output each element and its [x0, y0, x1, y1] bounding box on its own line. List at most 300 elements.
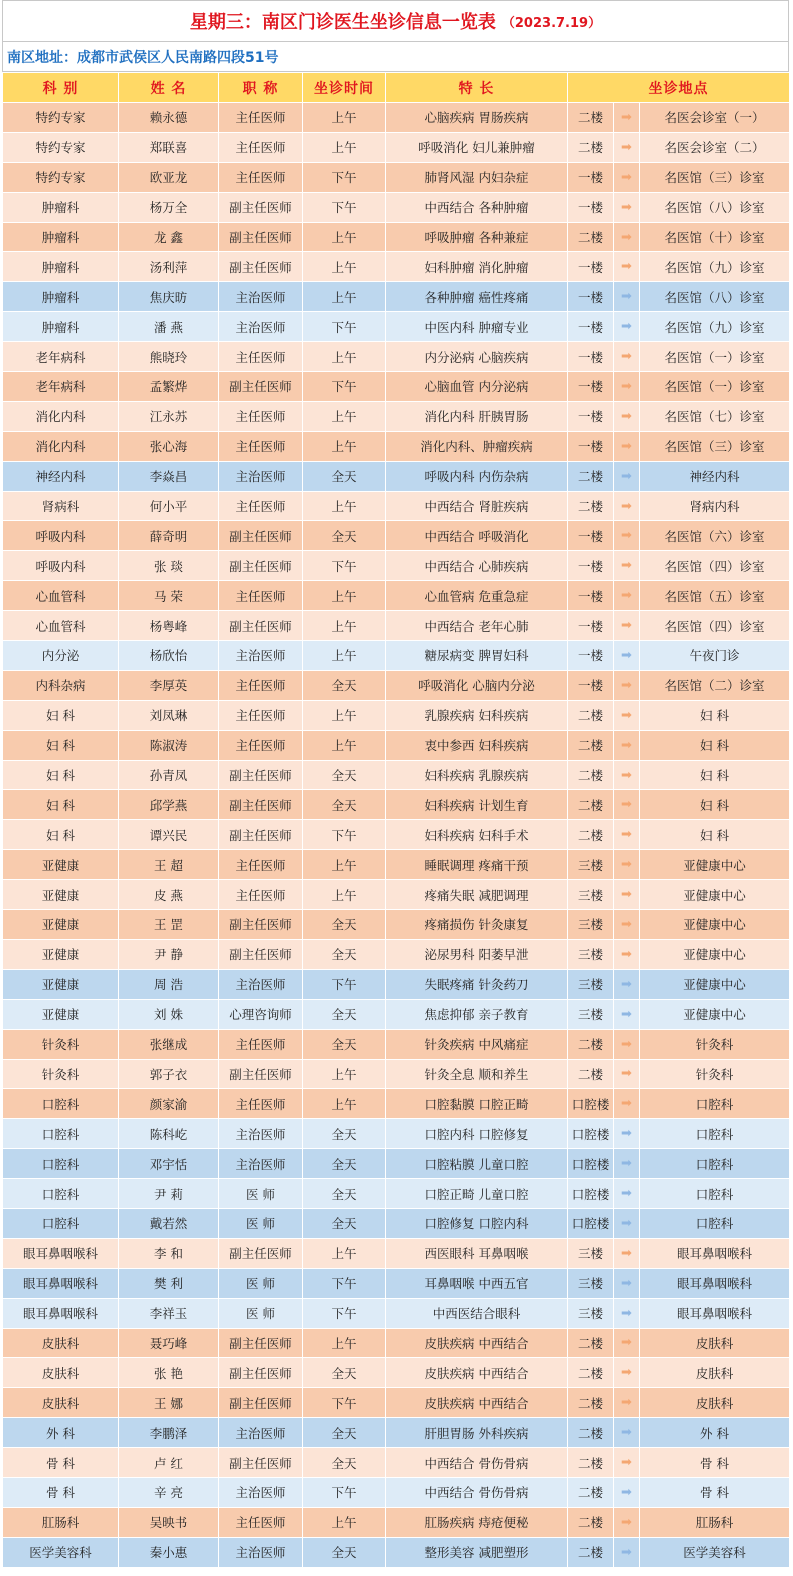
cell-title: 主任医师: [219, 581, 303, 611]
cell-room: 口腔科: [640, 1089, 790, 1119]
cell-room: 亚健康中心: [640, 969, 790, 999]
table-row: [3, 1537, 790, 1567]
cell-specialty: 乳腺疾病 妇科疾病: [386, 700, 568, 730]
cell-name: 刘 姝: [119, 999, 219, 1029]
cell-room: 妇 科: [640, 700, 790, 730]
table-row: [3, 910, 790, 940]
table-row: [3, 1238, 790, 1268]
cell-time: 全天: [303, 999, 386, 1029]
cell-dept: 妇 科: [3, 820, 119, 850]
cell-title: 主治医师: [219, 969, 303, 999]
cell-title: 主治医师: [219, 1418, 303, 1448]
cell-name: 孙青凤: [119, 760, 219, 790]
cell-title: 副主任医师: [219, 1238, 303, 1268]
cell-specialty: 妇科疾病 计划生育: [386, 790, 568, 820]
cell-time: 全天: [303, 1537, 386, 1567]
cell-room: 口腔科: [640, 1149, 790, 1179]
cell-time: 全天: [303, 1208, 386, 1238]
cell-floor: 一楼: [568, 252, 614, 282]
cell-specialty: 衷中参西 妇科疾病: [386, 730, 568, 760]
cell-specialty: 呼吸消化 妇儿兼肿瘤: [386, 132, 568, 162]
page-date: （2023.7.19）: [501, 15, 602, 31]
arrow-icon: ➡: [614, 491, 640, 521]
cell-title: 副主任医师: [219, 820, 303, 850]
table-row: [3, 521, 790, 551]
cell-title: 副主任医师: [219, 1448, 303, 1478]
arrow-icon: ➡: [614, 820, 640, 850]
cell-specialty: 失眠疼痛 针灸药刀: [386, 969, 568, 999]
column-header-location: 坐诊地点: [568, 73, 790, 103]
cell-dept: 皮肤科: [3, 1328, 119, 1358]
cell-time: 全天: [303, 1029, 386, 1059]
cell-specialty: 中西结合 呼吸消化: [386, 521, 568, 551]
arrow-icon: ➡: [614, 461, 640, 491]
cell-time: 上午: [303, 1238, 386, 1268]
cell-floor: 二楼: [568, 1029, 614, 1059]
arrow-icon: ➡: [614, 1208, 640, 1238]
arrow-icon: ➡: [614, 760, 640, 790]
cell-name: 汤利萍: [119, 252, 219, 282]
cell-name: 刘凤琳: [119, 700, 219, 730]
cell-room: 名医馆（八）诊室: [640, 192, 790, 222]
cell-room: 医学美容科: [640, 1537, 790, 1567]
cell-floor: 一楼: [568, 611, 614, 641]
cell-dept: 心血管科: [3, 581, 119, 611]
cell-dept: 口腔科: [3, 1179, 119, 1209]
cell-specialty: 中西医结合眼科: [386, 1298, 568, 1328]
cell-title: 副主任医师: [219, 252, 303, 282]
table-row: [3, 491, 790, 521]
cell-title: 医 师: [219, 1298, 303, 1328]
cell-time: 全天: [303, 461, 386, 491]
cell-floor: 二楼: [568, 760, 614, 790]
cell-floor: 二楼: [568, 1477, 614, 1507]
cell-room: 眼耳鼻咽喉科: [640, 1238, 790, 1268]
cell-room: 眼耳鼻咽喉科: [640, 1298, 790, 1328]
cell-time: 全天: [303, 1418, 386, 1448]
cell-floor: 口腔楼: [568, 1179, 614, 1209]
cell-floor: 三楼: [568, 880, 614, 910]
cell-dept: 老年病科: [3, 342, 119, 372]
cell-dept: 肿瘤科: [3, 222, 119, 252]
cell-specialty: 针灸疾病 中风痛症: [386, 1029, 568, 1059]
cell-specialty: 西医眼科 耳鼻咽喉: [386, 1238, 568, 1268]
cell-room: 名医馆（八）诊室: [640, 282, 790, 312]
cell-name: 李 和: [119, 1238, 219, 1268]
cell-room: 妇 科: [640, 820, 790, 850]
cell-title: 副主任医师: [219, 222, 303, 252]
cell-name: 樊 利: [119, 1268, 219, 1298]
arrow-icon: ➡: [614, 132, 640, 162]
cell-name: 皮 燕: [119, 880, 219, 910]
cell-floor: 二楼: [568, 222, 614, 252]
cell-specialty: 肝胆胃肠 外科疾病: [386, 1418, 568, 1448]
cell-time: 上午: [303, 342, 386, 372]
table-row: [3, 1507, 790, 1537]
address-label: 南区地址：: [7, 49, 77, 66]
table-row: [3, 103, 790, 133]
cell-specialty: 耳鼻咽喉 中西五官: [386, 1268, 568, 1298]
cell-time: 下午: [303, 969, 386, 999]
cell-room: 午夜门诊: [640, 641, 790, 671]
table-row: [3, 1448, 790, 1478]
cell-specialty: 口腔正畸 儿童口腔: [386, 1179, 568, 1209]
cell-title: 主治医师: [219, 1119, 303, 1149]
cell-time: 上午: [303, 1089, 386, 1119]
cell-title: 主任医师: [219, 342, 303, 372]
arrow-icon: ➡: [614, 1298, 640, 1328]
cell-title: 主治医师: [219, 1537, 303, 1567]
cell-time: 上午: [303, 611, 386, 641]
cell-dept: 内科杂病: [3, 670, 119, 700]
table-row: [3, 1059, 790, 1089]
arrow-icon: ➡: [614, 850, 640, 880]
cell-title: 副主任医师: [219, 551, 303, 581]
cell-floor: 三楼: [568, 1238, 614, 1268]
cell-title: 主任医师: [219, 431, 303, 461]
arrow-icon: ➡: [614, 1089, 640, 1119]
cell-dept: 特约专家: [3, 103, 119, 133]
cell-dept: 肾病科: [3, 491, 119, 521]
cell-dept: 妇 科: [3, 760, 119, 790]
cell-time: 下午: [303, 192, 386, 222]
cell-room: 名医会诊室（二）: [640, 132, 790, 162]
cell-time: 上午: [303, 1328, 386, 1358]
cell-room: 妇 科: [640, 790, 790, 820]
arrow-icon: ➡: [614, 730, 640, 760]
cell-room: 针灸科: [640, 1029, 790, 1059]
cell-dept: 亚健康: [3, 999, 119, 1029]
cell-floor: 二楼: [568, 1358, 614, 1388]
cell-floor: 二楼: [568, 461, 614, 491]
cell-room: 名医馆（六）诊室: [640, 521, 790, 551]
cell-time: 全天: [303, 939, 386, 969]
cell-floor: 三楼: [568, 969, 614, 999]
cell-dept: 消化内科: [3, 431, 119, 461]
cell-dept: 皮肤科: [3, 1388, 119, 1418]
cell-specialty: 妇科疾病 妇科手术: [386, 820, 568, 850]
cell-specialty: 皮肤疾病 中西结合: [386, 1358, 568, 1388]
cell-dept: 老年病科: [3, 372, 119, 402]
cell-specialty: 中西结合 各种肿瘤: [386, 192, 568, 222]
cell-dept: 呼吸内科: [3, 551, 119, 581]
cell-time: 上午: [303, 641, 386, 671]
table-row: [3, 969, 790, 999]
cell-name: 何小平: [119, 491, 219, 521]
cell-time: 全天: [303, 1119, 386, 1149]
table-row: [3, 342, 790, 372]
arrow-icon: ➡: [614, 939, 640, 969]
cell-specialty: 口腔粘膜 儿童口腔: [386, 1149, 568, 1179]
cell-time: 全天: [303, 1149, 386, 1179]
cell-room: 亚健康中心: [640, 850, 790, 880]
table-row: [3, 1179, 790, 1209]
cell-floor: 三楼: [568, 1268, 614, 1298]
cell-room: 神经内科: [640, 461, 790, 491]
column-header-dept: 科 别: [3, 73, 119, 103]
table-row: [3, 1477, 790, 1507]
cell-specialty: 心脑疾病 胃肠疾病: [386, 103, 568, 133]
cell-room: 名医馆（十）诊室: [640, 222, 790, 252]
cell-dept: 口腔科: [3, 1149, 119, 1179]
cell-time: 下午: [303, 820, 386, 850]
cell-name: 谭兴民: [119, 820, 219, 850]
table-row: [3, 222, 790, 252]
cell-floor: 三楼: [568, 850, 614, 880]
cell-floor: 一楼: [568, 401, 614, 431]
arrow-icon: ➡: [614, 880, 640, 910]
cell-floor: 二楼: [568, 700, 614, 730]
cell-time: 上午: [303, 730, 386, 760]
cell-room: 妇 科: [640, 730, 790, 760]
cell-title: 副主任医师: [219, 372, 303, 402]
cell-floor: 二楼: [568, 1448, 614, 1478]
cell-name: 马 荣: [119, 581, 219, 611]
arrow-icon: ➡: [614, 1477, 640, 1507]
cell-name: 邓宇恬: [119, 1149, 219, 1179]
cell-name: 孟繁烨: [119, 372, 219, 402]
cell-name: 王 娜: [119, 1388, 219, 1418]
arrow-icon: ➡: [614, 1059, 640, 1089]
cell-title: 医 师: [219, 1179, 303, 1209]
table-row: [3, 790, 790, 820]
cell-room: 口腔科: [640, 1208, 790, 1238]
cell-name: 秦小惠: [119, 1537, 219, 1567]
cell-dept: 肿瘤科: [3, 282, 119, 312]
cell-name: 尹 莉: [119, 1179, 219, 1209]
cell-time: 全天: [303, 670, 386, 700]
arrow-icon: ➡: [614, 192, 640, 222]
cell-time: 下午: [303, 372, 386, 402]
cell-dept: 亚健康: [3, 910, 119, 940]
cell-time: 上午: [303, 222, 386, 252]
cell-title: 主任医师: [219, 132, 303, 162]
cell-name: 焦庆昉: [119, 282, 219, 312]
table-row: [3, 820, 790, 850]
cell-dept: 肛肠科: [3, 1507, 119, 1537]
cell-name: 李焱昌: [119, 461, 219, 491]
cell-dept: 呼吸内科: [3, 521, 119, 551]
cell-name: 邱学燕: [119, 790, 219, 820]
cell-name: 熊晓玲: [119, 342, 219, 372]
cell-title: 主任医师: [219, 1507, 303, 1537]
cell-time: 上午: [303, 282, 386, 312]
cell-title: 主任医师: [219, 850, 303, 880]
cell-room: 名医馆（二）诊室: [640, 670, 790, 700]
cell-time: 上午: [303, 581, 386, 611]
cell-floor: 二楼: [568, 730, 614, 760]
cell-dept: 骨 科: [3, 1477, 119, 1507]
table-row: [3, 1149, 790, 1179]
cell-specialty: 消化内科 肝胰胃肠: [386, 401, 568, 431]
cell-name: 陈淑涛: [119, 730, 219, 760]
table-row: [3, 551, 790, 581]
schedule-table-body: [3, 103, 790, 1568]
cell-floor: 二楼: [568, 1328, 614, 1358]
cell-time: 下午: [303, 551, 386, 581]
cell-specialty: 妇科疾病 乳腺疾病: [386, 760, 568, 790]
cell-name: 杨欣怡: [119, 641, 219, 671]
cell-title: 主任医师: [219, 670, 303, 700]
cell-specialty: 中西结合 骨伤骨病: [386, 1477, 568, 1507]
arrow-icon: ➡: [614, 790, 640, 820]
cell-specialty: 中医内科 肿瘤专业: [386, 312, 568, 342]
cell-specialty: 口腔修复 口腔内科: [386, 1208, 568, 1238]
arrow-icon: ➡: [614, 1029, 640, 1059]
column-header-specialty: 特 长: [386, 73, 568, 103]
arrow-icon: ➡: [614, 222, 640, 252]
table-row: [3, 850, 790, 880]
cell-specialty: 消化内科、肿瘤疾病: [386, 431, 568, 461]
arrow-icon: ➡: [614, 1119, 640, 1149]
table-row: [3, 282, 790, 312]
cell-specialty: 呼吸消化 心脑内分泌: [386, 670, 568, 700]
address-value: 成都市武侯区人民南路四段51号: [77, 49, 279, 66]
cell-name: 潘 燕: [119, 312, 219, 342]
cell-name: 赖永德: [119, 103, 219, 133]
cell-time: 下午: [303, 1298, 386, 1328]
cell-title: 副主任医师: [219, 939, 303, 969]
cell-time: 上午: [303, 700, 386, 730]
cell-dept: 眼耳鼻咽喉科: [3, 1238, 119, 1268]
arrow-icon: ➡: [614, 1358, 640, 1388]
cell-dept: 口腔科: [3, 1208, 119, 1238]
cell-dept: 皮肤科: [3, 1358, 119, 1388]
cell-name: 龙 鑫: [119, 222, 219, 252]
cell-time: 下午: [303, 1477, 386, 1507]
arrow-icon: ➡: [614, 1268, 640, 1298]
cell-dept: 亚健康: [3, 880, 119, 910]
cell-room: 肛肠科: [640, 1507, 790, 1537]
cell-floor: 二楼: [568, 132, 614, 162]
table-row: [3, 1029, 790, 1059]
arrow-icon: ➡: [614, 1149, 640, 1179]
cell-name: 郭子衣: [119, 1059, 219, 1089]
cell-room: 名医会诊室（一）: [640, 103, 790, 133]
table-row: [3, 999, 790, 1029]
cell-floor: 二楼: [568, 1059, 614, 1089]
cell-time: 上午: [303, 401, 386, 431]
cell-name: 张 琰: [119, 551, 219, 581]
cell-specialty: 焦虑抑郁 亲子教育: [386, 999, 568, 1029]
cell-time: 上午: [303, 103, 386, 133]
arrow-icon: ➡: [614, 431, 640, 461]
cell-floor: 口腔楼: [568, 1149, 614, 1179]
table-row: [3, 611, 790, 641]
cell-title: 主任医师: [219, 700, 303, 730]
cell-dept: 妇 科: [3, 790, 119, 820]
arrow-icon: ➡: [614, 1328, 640, 1358]
arrow-icon: ➡: [614, 581, 640, 611]
cell-title: 心理咨询师: [219, 999, 303, 1029]
cell-title: 副主任医师: [219, 1328, 303, 1358]
table-row: [3, 461, 790, 491]
table-header-row: [3, 73, 790, 103]
cell-room: 亚健康中心: [640, 910, 790, 940]
cell-dept: 针灸科: [3, 1029, 119, 1059]
cell-room: 皮肤科: [640, 1388, 790, 1418]
cell-floor: 三楼: [568, 1298, 614, 1328]
cell-dept: 骨 科: [3, 1448, 119, 1478]
cell-title: 副主任医师: [219, 1059, 303, 1089]
cell-title: 主治医师: [219, 461, 303, 491]
cell-dept: 口腔科: [3, 1089, 119, 1119]
table-row: [3, 252, 790, 282]
table-row: [3, 670, 790, 700]
cell-floor: 一楼: [568, 372, 614, 402]
cell-specialty: 皮肤疾病 中西结合: [386, 1328, 568, 1358]
cell-name: 张继成: [119, 1029, 219, 1059]
cell-name: 张 艳: [119, 1358, 219, 1388]
cell-name: 王 超: [119, 850, 219, 880]
table-row: [3, 132, 790, 162]
cell-floor: 一楼: [568, 192, 614, 222]
cell-title: 主治医师: [219, 1149, 303, 1179]
cell-specialty: 肺肾风湿 内妇杂症: [386, 162, 568, 192]
table-row: [3, 401, 790, 431]
cell-room: 外 科: [640, 1418, 790, 1448]
arrow-icon: ➡: [614, 372, 640, 402]
arrow-icon: ➡: [614, 1507, 640, 1537]
column-header-title: 职 称: [219, 73, 303, 103]
table-row: [3, 1268, 790, 1298]
cell-room: 妇 科: [640, 760, 790, 790]
cell-dept: 眼耳鼻咽喉科: [3, 1268, 119, 1298]
arrow-icon: ➡: [614, 999, 640, 1029]
cell-name: 杨粤峰: [119, 611, 219, 641]
table-row: [3, 581, 790, 611]
cell-name: 薛奇明: [119, 521, 219, 551]
cell-floor: 一楼: [568, 670, 614, 700]
cell-room: 口腔科: [640, 1179, 790, 1209]
cell-title: 主任医师: [219, 1089, 303, 1119]
cell-name: 张心海: [119, 431, 219, 461]
cell-room: 皮肤科: [640, 1358, 790, 1388]
arrow-icon: ➡: [614, 1448, 640, 1478]
cell-room: 口腔科: [640, 1119, 790, 1149]
table-row: [3, 1119, 790, 1149]
cell-specialty: 妇科肿瘤 消化肿瘤: [386, 252, 568, 282]
cell-dept: 特约专家: [3, 132, 119, 162]
cell-dept: 内分泌: [3, 641, 119, 671]
cell-specialty: 心血管病 危重急症: [386, 581, 568, 611]
cell-floor: 二楼: [568, 1388, 614, 1418]
cell-floor: 三楼: [568, 939, 614, 969]
arrow-icon: ➡: [614, 641, 640, 671]
cell-specialty: 中西结合 老年心肺: [386, 611, 568, 641]
cell-name: 欧亚龙: [119, 162, 219, 192]
cell-name: 吴映书: [119, 1507, 219, 1537]
cell-floor: 三楼: [568, 910, 614, 940]
arrow-icon: ➡: [614, 611, 640, 641]
cell-room: 眼耳鼻咽喉科: [640, 1268, 790, 1298]
cell-room: 名医馆（九）诊室: [640, 312, 790, 342]
cell-floor: 一楼: [568, 551, 614, 581]
cell-title: 医 师: [219, 1268, 303, 1298]
cell-dept: 亚健康: [3, 939, 119, 969]
cell-name: 李鹏泽: [119, 1418, 219, 1448]
cell-floor: 二楼: [568, 491, 614, 521]
cell-time: 全天: [303, 760, 386, 790]
cell-room: 名医馆（九）诊室: [640, 252, 790, 282]
cell-dept: 医学美容科: [3, 1537, 119, 1567]
table-row: [3, 312, 790, 342]
arrow-icon: ➡: [614, 969, 640, 999]
cell-title: 副主任医师: [219, 1358, 303, 1388]
table-row: [3, 760, 790, 790]
cell-floor: 二楼: [568, 1418, 614, 1448]
cell-name: 王 罡: [119, 910, 219, 940]
